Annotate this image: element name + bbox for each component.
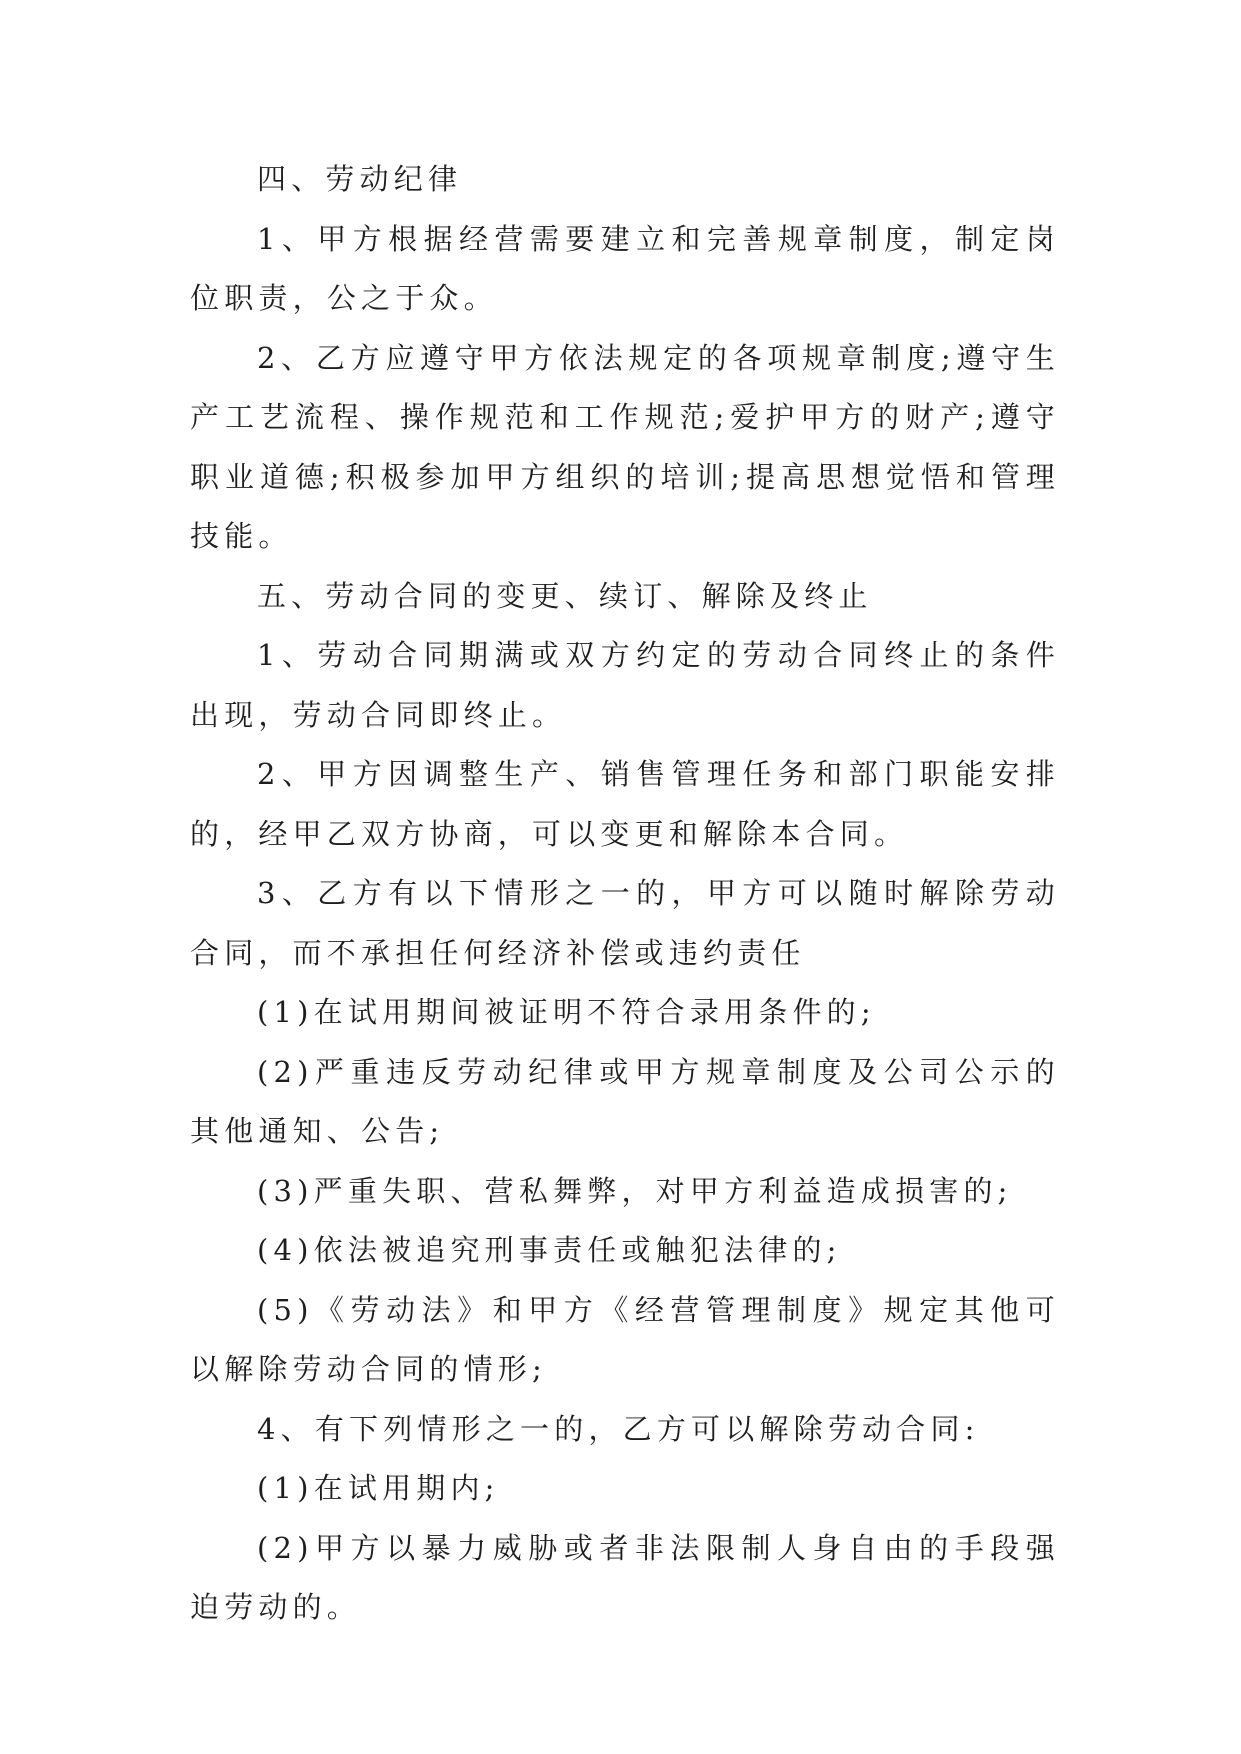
list-item: (2)甲方以暴力威胁或者非法限制人身自由的手段强迫劳动的。 (190, 1530, 1060, 1624)
paragraph: 1、甲方根据经营需要建立和完善规章制度，制定岗位职责，公之于众。 (190, 221, 1060, 315)
paragraph: 2、甲方因调整生产、销售管理任务和部门职能安排的，经甲乙双方协商，可以变更和解除本合同。 (190, 757, 1060, 851)
paragraph: 4、有下列情形之一的，乙方可以解除劳动合同: (257, 1411, 980, 1446)
list-item: (3)严重失职、营私舞弊，对甲方利益造成损害的; (257, 1173, 1013, 1208)
paragraph: 1、劳动合同期满或双方约定的劳动合同终止的条件出现，劳动合同即终止。 (190, 638, 1060, 732)
list-item: (2)严重违反劳动纪律或甲方规章制度及公司公示的其他通知、公告; (190, 1054, 1060, 1148)
paragraph: 3、乙方有以下情形之一的，甲方可以随时解除劳动合同，而不承担任何经济补偿或违约责任 (190, 876, 1060, 970)
paragraph: 2、乙方应遵守甲方依法规定的各项规章制度;遵守生产工艺流程、操作规范和工作规范;爱护甲方的财产;遵守职业道德;积极参加甲方组织的培训;提高思想觉悟和管理技能。 (190, 340, 1060, 553)
document-body (190, 150, 1060, 1638)
list-item: (4)依法被追究刑事责任或触犯法律的; (257, 1233, 842, 1267)
list-item: (1)在试用期内; (257, 1471, 500, 1505)
section-heading-contract-changes: 五、劳动合同的变更、续订、解除及终止 (257, 578, 873, 613)
section-heading-labor-discipline: 四、劳动纪律 (257, 162, 463, 196)
list-item: (5)《劳动法》和甲方《经营管理制度》规定其他可以解除劳动合同的情形; (190, 1292, 1060, 1386)
list-item: (1)在试用期间被证明不符合录用条件的; (257, 995, 876, 1029)
